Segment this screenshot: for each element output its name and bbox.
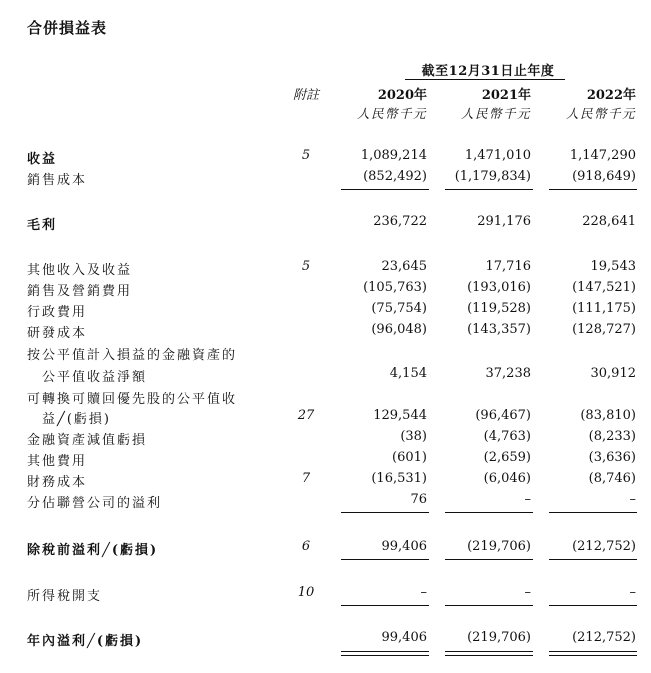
table-row — [0, 471, 651, 491]
row-label: 公平值收益淨額 — [27, 370, 148, 385]
table-row — [0, 214, 651, 234]
unit-header-2022: 人民幣千元 — [565, 106, 636, 121]
row-note: 7 — [301, 471, 311, 486]
value-2021: – — [524, 492, 531, 507]
value-2021: – — [524, 585, 531, 600]
value-2020: (601) — [392, 450, 427, 465]
table-row — [0, 388, 651, 408]
value-2020: 23,645 — [381, 259, 427, 274]
value-2020: (105,763) — [363, 280, 427, 295]
value-2022: (128,727) — [572, 322, 636, 337]
subtotal-rule — [445, 189, 533, 190]
value-2022: (83,810) — [580, 408, 636, 423]
table-row — [0, 148, 651, 168]
subtotal-rule — [341, 605, 429, 606]
value-2022: (212,752) — [572, 539, 636, 554]
value-2020: 76 — [410, 492, 427, 507]
value-2020: (852,492) — [363, 169, 427, 184]
value-2020: 4,154 — [389, 366, 427, 381]
table-row — [0, 259, 651, 279]
value-2022: – — [629, 492, 636, 507]
value-2020: 1,089,214 — [360, 148, 427, 163]
row-label: 除稅前溢利╱(虧損) — [27, 543, 159, 558]
row-label: 分佔聯營公司的溢利 — [27, 496, 163, 511]
value-2022: 30,912 — [590, 366, 636, 381]
value-2021: (193,016) — [467, 280, 531, 295]
value-2022: (8,233) — [588, 429, 636, 444]
subtotal-rule — [549, 605, 637, 606]
row-label: 銷售成本 — [27, 173, 88, 188]
period-underline — [405, 79, 565, 80]
value-2021: 37,238 — [485, 366, 531, 381]
value-2021: (1,179,834) — [454, 169, 531, 184]
value-2020: (96,048) — [371, 322, 427, 337]
period-header: 截至12月31日止年度 — [421, 64, 555, 79]
value-2020: 129,544 — [373, 408, 427, 423]
table-row — [0, 322, 651, 342]
value-2020: (16,531) — [371, 471, 427, 486]
row-label: 金融資產減值虧損 — [27, 433, 148, 448]
table-row — [0, 429, 651, 449]
row-label: 所得稅開支 — [27, 589, 103, 604]
value-2021: (96,467) — [475, 408, 531, 423]
total-double-rule — [341, 651, 429, 656]
value-2022: – — [629, 585, 636, 600]
subtotal-rule — [341, 559, 429, 560]
value-2022: (3,636) — [588, 450, 636, 465]
row-label: 銷售及營銷費用 — [27, 284, 133, 299]
subtotal-rule — [445, 605, 533, 606]
value-2022: (147,521) — [572, 280, 636, 295]
row-label: 可轉換可贖回優先股的公平值收 — [27, 392, 238, 407]
row-label: 毛利 — [27, 218, 58, 233]
value-2021: (4,763) — [483, 429, 531, 444]
subtotal-rule — [341, 189, 429, 190]
table-row — [0, 344, 651, 364]
value-2021: (219,706) — [467, 539, 531, 554]
total-double-rule — [445, 651, 533, 656]
value-2022: 1,147,290 — [569, 148, 636, 163]
year-header-2020: 2020年 — [377, 88, 427, 103]
row-note: 6 — [301, 539, 311, 554]
value-2021: (6,046) — [483, 471, 531, 486]
value-2022: 228,641 — [582, 214, 636, 229]
value-2022: (111,175) — [572, 301, 636, 316]
value-2020: 236,722 — [373, 214, 427, 229]
table-row — [0, 408, 651, 428]
table-row — [0, 301, 651, 321]
value-2020: 99,406 — [381, 539, 427, 554]
row-note: 10 — [297, 585, 315, 600]
value-2021: 17,716 — [485, 259, 531, 274]
table-row — [0, 585, 651, 605]
row-label: 行政費用 — [27, 305, 88, 320]
table-row — [0, 492, 651, 512]
subtotal-rule — [549, 512, 637, 513]
value-2022: 19,543 — [590, 259, 636, 274]
unit-header-2020: 人民幣千元 — [356, 106, 427, 121]
value-2020: (75,754) — [371, 301, 427, 316]
row-label: 收益 — [27, 152, 58, 167]
year-header-2021: 2021年 — [481, 88, 531, 103]
subtotal-rule — [445, 559, 533, 560]
table-row — [0, 280, 651, 300]
value-2021: (119,528) — [467, 301, 531, 316]
row-note: 5 — [301, 148, 311, 163]
value-2022: (8,746) — [588, 471, 636, 486]
row-label: 按公平值計入損益的金融資產的 — [27, 348, 238, 363]
value-2021: 291,176 — [477, 214, 531, 229]
table-row — [0, 169, 651, 189]
unit-header-2021: 人民幣千元 — [460, 106, 531, 121]
value-2020: – — [420, 585, 427, 600]
table-row — [0, 366, 651, 386]
note-column-header: 附註 — [292, 88, 319, 103]
row-label: 其他費用 — [27, 454, 88, 469]
table-row — [0, 539, 651, 559]
row-label: 財務成本 — [27, 475, 88, 490]
total-double-rule — [549, 651, 637, 656]
row-label: 益╱(虧損) — [27, 412, 111, 427]
value-2020: (38) — [400, 429, 427, 444]
table-row — [0, 630, 651, 650]
subtotal-rule — [549, 189, 637, 190]
year-header-2022: 2022年 — [586, 88, 636, 103]
subtotal-rule — [341, 512, 429, 513]
row-label: 年內溢利╱(虧損) — [27, 634, 144, 649]
row-note: 27 — [297, 408, 315, 423]
value-2022: (212,752) — [572, 630, 636, 645]
value-2021: (219,706) — [467, 630, 531, 645]
subtotal-rule — [445, 512, 533, 513]
value-2021: 1,471,010 — [464, 148, 531, 163]
subtotal-rule — [549, 559, 637, 560]
row-label: 其他收入及收益 — [27, 263, 133, 278]
value-2020: 99,406 — [381, 630, 427, 645]
row-note: 5 — [301, 259, 311, 274]
value-2021: (143,357) — [467, 322, 531, 337]
value-2022: (918,649) — [572, 169, 636, 184]
table-row — [0, 450, 651, 470]
row-label: 研發成本 — [27, 326, 88, 341]
statement-title: 合併損益表 — [27, 19, 108, 37]
value-2021: (2,659) — [483, 450, 531, 465]
